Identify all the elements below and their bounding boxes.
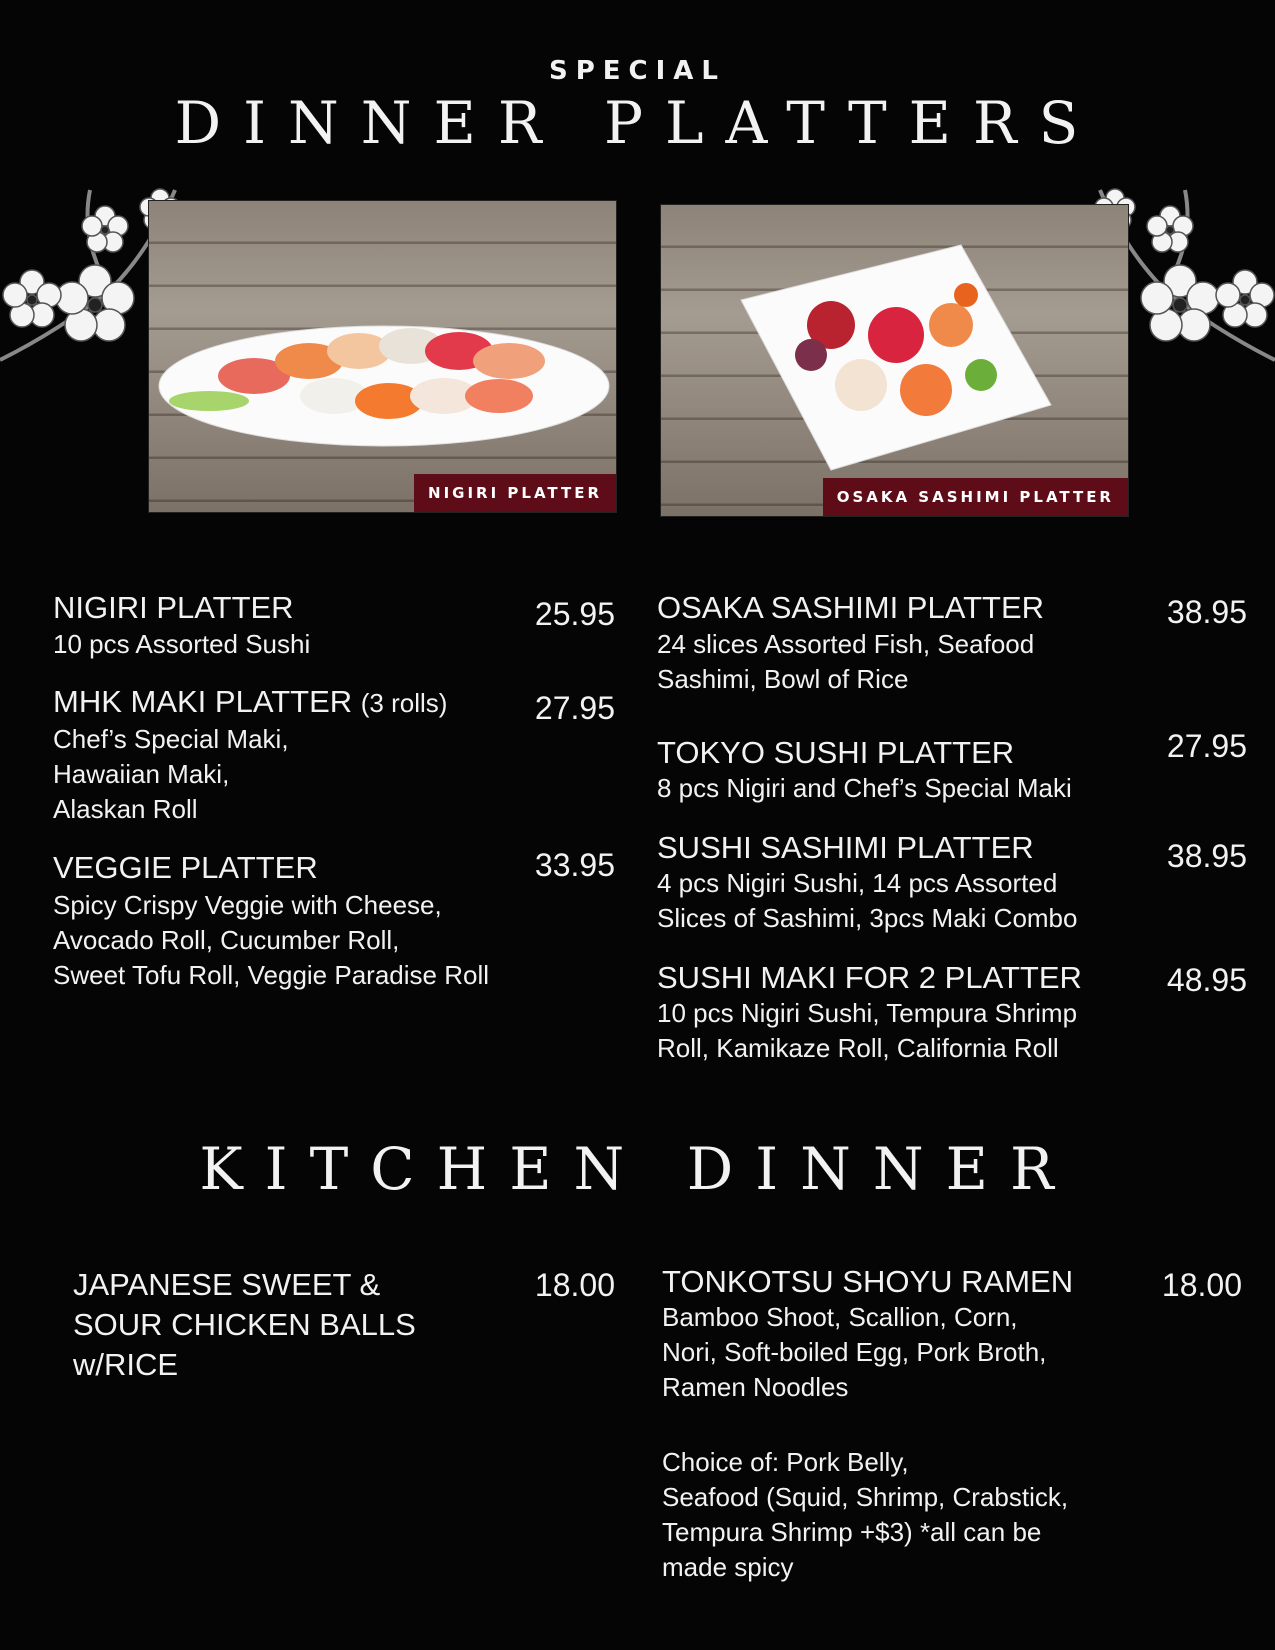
tonkotsu-shoyu-ramen-choice: Choice of: Pork Belly, Seafood (Squid, Shrimp, Crabstick, Tempura Shrimp +$3) *all can be made spicy xyxy=(662,1447,1069,1582)
mhk-maki-platter-description: Chef’s Special Maki, Hawaiian Maki, Alaskan Roll xyxy=(53,724,289,824)
nigiri-platter-price: 25.95 xyxy=(534,596,615,632)
osaka-sashimi-platter-description: 24 slices Assorted Fish, Seafood Sashimi, Bowl of Rice xyxy=(657,629,1035,694)
osaka-sashimi-platter-price: 38.95 xyxy=(1166,594,1247,630)
nigiri-platter-name: NIGIRI PLATTER xyxy=(53,590,294,625)
special-kicker: SPECIAL xyxy=(549,56,726,86)
osaka-sashimi-platter-caption: OSAKA SASHIMI PLATTER xyxy=(823,478,1128,516)
kitchen-dinner-title: KITCHEN DINNER xyxy=(199,1135,1076,1203)
tokyo-sushi-platter-price: 27.95 xyxy=(1166,728,1247,764)
tonkotsu-shoyu-ramen-description: Bamboo Shoot, Scallion, Corn, Nori, Soft-boiled Egg, Pork Broth, Ramen Noodles xyxy=(662,1302,1047,1402)
sushi-maki-for-2-platter-description: 10 pcs Nigiri Sushi, Tempura Shrimp Roll, Kamikaze Roll, California Roll xyxy=(657,998,1078,1063)
chicken-balls-price: 18.00 xyxy=(534,1267,615,1303)
nigiri-platter-photo xyxy=(148,200,617,513)
chicken-balls-name: JAPANESE SWEET & SOUR CHICKEN BALLS w/RICE xyxy=(73,1267,416,1382)
tokyo-sushi-platter-name: TOKYO SUSHI PLATTER xyxy=(657,735,1015,770)
tonkotsu-shoyu-ramen-price: 18.00 xyxy=(1161,1267,1242,1303)
sushi-sashimi-platter-name: SUSHI SASHIMI PLATTER xyxy=(657,830,1034,865)
nigiri-platter-description: 10 pcs Assorted Sushi xyxy=(53,629,311,659)
mhk-maki-platter-name: MHK MAKI PLATTER (3 rolls) xyxy=(53,684,448,719)
nigiri-platter-caption: NIGIRI PLATTER xyxy=(414,474,616,512)
sushi-maki-for-2-platter-price: 48.95 xyxy=(1166,962,1247,998)
osaka-sashimi-platter-photo xyxy=(660,204,1129,517)
sushi-sashimi-platter-price: 38.95 xyxy=(1166,838,1247,874)
veggie-platter-description: Spicy Crispy Veggie with Cheese, Avocado Roll, Cucumber Roll, Sweet Tofu Roll, Veggie Paradise Roll xyxy=(53,890,489,990)
sushi-maki-for-2-platter-name: SUSHI MAKI FOR 2 PLATTER xyxy=(657,960,1082,995)
veggie-platter-price: 33.95 xyxy=(534,847,615,883)
tokyo-sushi-platter-description: 8 pcs Nigiri and Chef’s Special Maki xyxy=(657,773,1072,803)
sushi-sashimi-platter-description: 4 pcs Nigiri Sushi, 14 pcs Assorted Slices of Sashimi, 3pcs Maki Combo xyxy=(657,868,1078,933)
osaka-sashimi-platter-name: OSAKA SASHIMI PLATTER xyxy=(657,590,1045,625)
mhk-maki-platter-price: 27.95 xyxy=(534,690,615,726)
veggie-platter-name: VEGGIE PLATTER xyxy=(53,850,318,885)
dinner-platters-title: DINNER PLATTERS xyxy=(174,89,1101,157)
tonkotsu-shoyu-ramen-name: TONKOTSU SHOYU RAMEN xyxy=(662,1264,1074,1299)
